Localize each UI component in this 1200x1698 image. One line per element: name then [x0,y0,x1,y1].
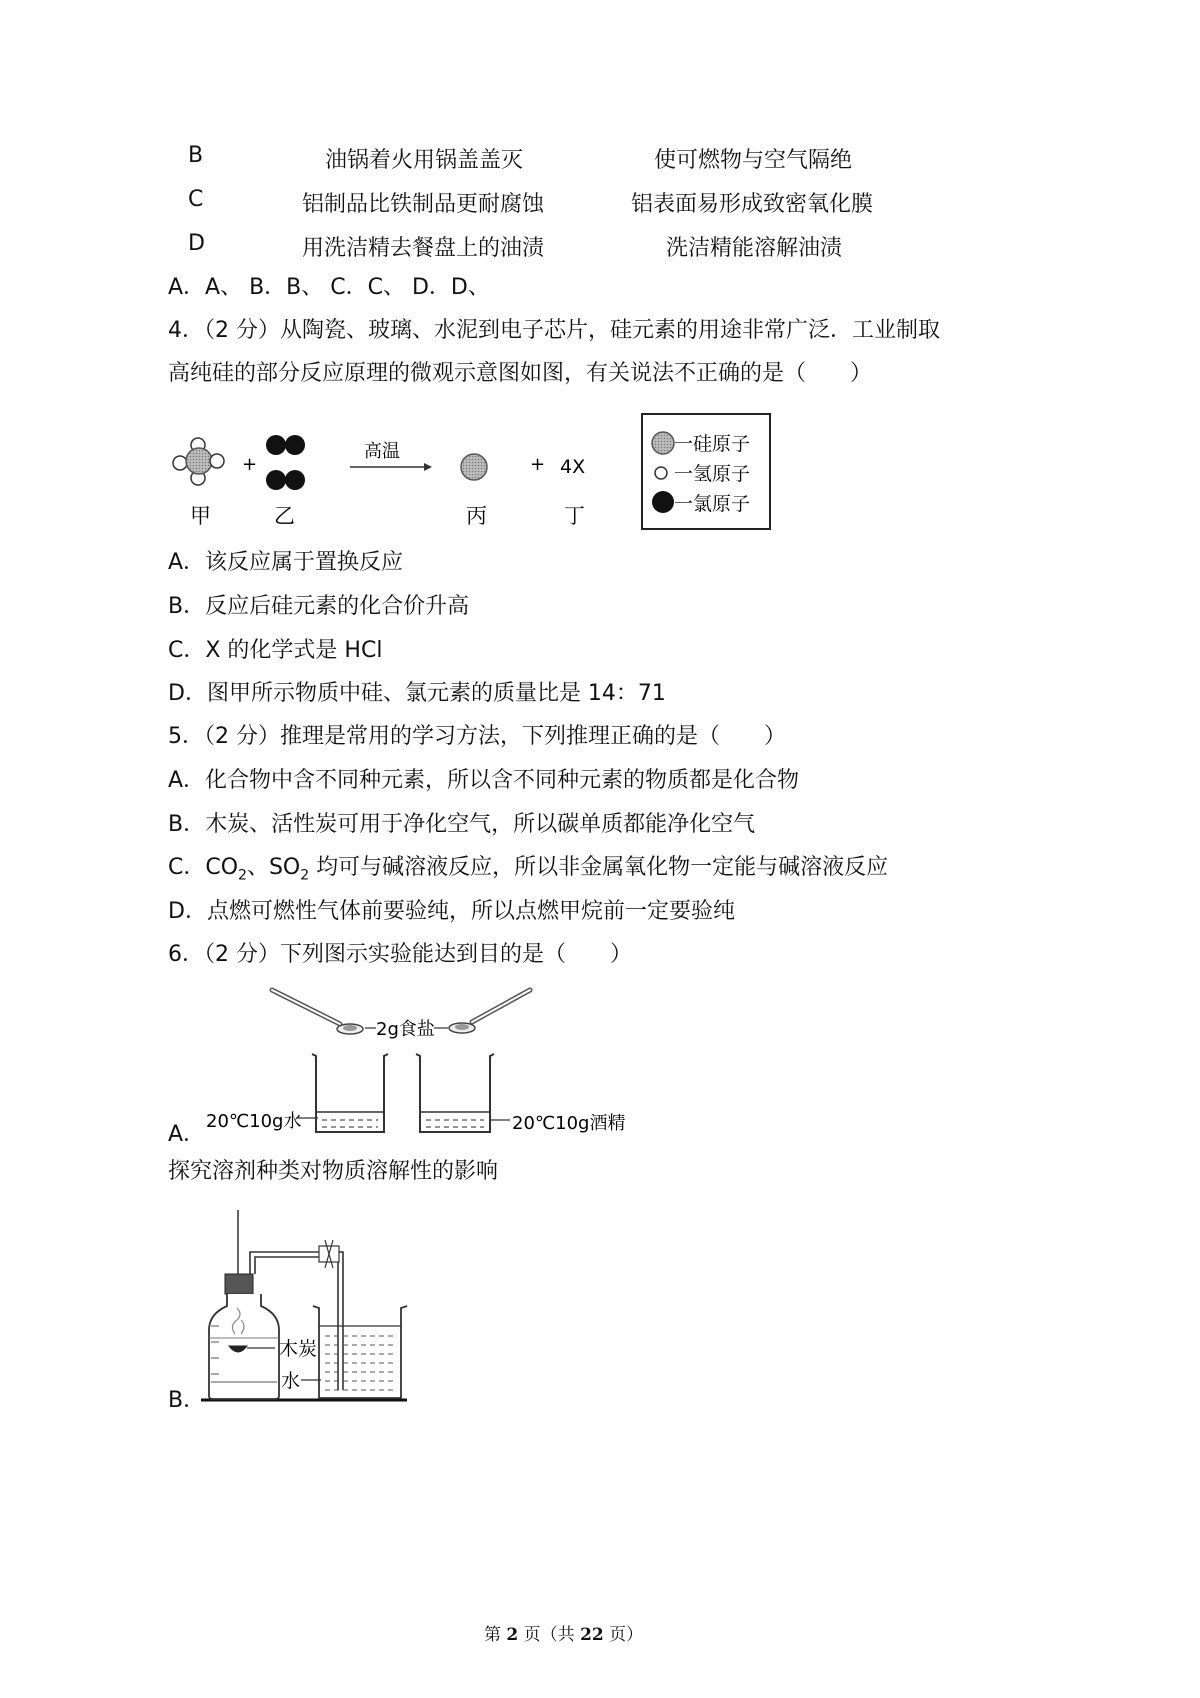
spatula-right [449,990,530,1033]
subscript: 2 [238,867,247,884]
legend-hydrogen: 一氢原子 [674,463,751,485]
spatula-left [272,990,363,1034]
q4-option-d: D．图甲所示物质中硅、氯元素的质量比是 14：71 [168,681,666,706]
table-row-explanation: 铝表面易形成致密氧化膜 [631,192,874,217]
footer-text: 页） [603,1625,644,1645]
q6-option-a-caption: 探究溶剂种类对物质溶解性的影响 [168,1159,499,1184]
q5-option-d: D．点燃可燃性气体前要验纯，所以点燃甲烷前一定要验纯 [168,899,735,924]
page-number: 2 [506,1625,519,1645]
footer-text: 第 [484,1625,507,1645]
q3-options: A．A、 B．B、 C．C、 D．D、 [168,275,490,300]
salt-label: 2g食盐 [376,1019,435,1040]
label-bing: 丙 [466,504,487,528]
charcoal-label: 木炭 [279,1338,318,1360]
legend [642,414,770,529]
q5-option-c-mid: 、SO [246,855,301,880]
product-coefficient: 4X [560,456,586,478]
table-row-explanation: 使可燃物与空气隔绝 [654,148,853,173]
table-row-phenomenon: 用洗洁精去餐盘上的油渍 [302,236,545,261]
silane-molecule [173,438,224,485]
table-row-phenomenon: 铝制品比铁制品更耐腐蚀 [302,192,545,217]
label-yi: 乙 [274,504,295,528]
q5-stem: 5．（2 分）推理是常用的学习方法，下列推理正确的是（ ） [168,724,786,749]
footer-text: 页（共 [518,1625,581,1645]
subscript: 2 [300,867,310,884]
table-row-phenomenon: 油锅着火用锅盖盖灭 [325,148,524,173]
table-row-explanation: 洗洁精能溶解油渍 [666,236,843,261]
q5-option-c [168,853,888,890]
page-footer [484,1620,643,1645]
q4-stem-line2: 高纯硅的部分反应原理的微观示意图如图，有关说法不正确的是（ ） [168,361,873,386]
alcohol-label: 20℃10g酒精 [512,1113,626,1134]
water-label: 水 [281,1370,301,1392]
label-jia: 甲 [190,504,211,528]
charcoal-combustion-apparatus [195,1210,425,1410]
chlorine-molecules [266,435,305,490]
beaker-water [325,1336,395,1390]
page-total: 22 [580,1625,604,1645]
water-label: 20℃10g水 [206,1111,302,1132]
plus-sign: + [530,454,546,475]
table-row-letter: D [188,231,205,256]
legend-chlorine: 一氯原子 [674,493,751,515]
beaker-left [312,1054,388,1132]
q5-option-b: B．木炭、活性炭可用于净化空气，所以碳单质都能净化空气 [168,812,756,837]
silicon-atom [461,454,487,480]
q6-option-b-letter: B． [168,1388,206,1413]
plus-sign: + [242,454,258,475]
table-row-letter: B [188,143,204,168]
q5-option-a: A．化合物中含不同种元素，所以含不同种元素的物质都是化合物 [168,768,800,793]
reaction-condition: 高温 [364,441,400,462]
q4-option-a: A．该反应属于置换反应 [168,550,404,575]
q4-stem-line1: 4．（2 分）从陶瓷、玻璃、水泥到电子芯片，硅元素的用途非常广泛．工业制取 [168,318,940,343]
q6-option-a-letter: A． [168,1122,206,1147]
q5-option-c-rest: 均可与碱溶液反应，所以非金属氧化物一定能与碱溶液反应 [309,855,889,880]
solubility-experiment [200,982,640,1142]
arrow-head [424,463,432,471]
q6-stem: 6．（2 分）下列图示实验能达到目的是（ ） [168,942,632,967]
table-row-letter: C [188,187,204,212]
q5-option-c-prefix: C．CO [168,855,239,880]
reaction-diagram [168,410,778,535]
legend-silicon: 一硅原子 [674,433,751,455]
label-ding: 丁 [564,504,585,528]
q4-option-b: B．反应后硅元素的化合价升高 [168,594,470,619]
q4-option-c: C．X 的化学式是 HCl [168,638,383,663]
beaker-right [416,1054,494,1132]
